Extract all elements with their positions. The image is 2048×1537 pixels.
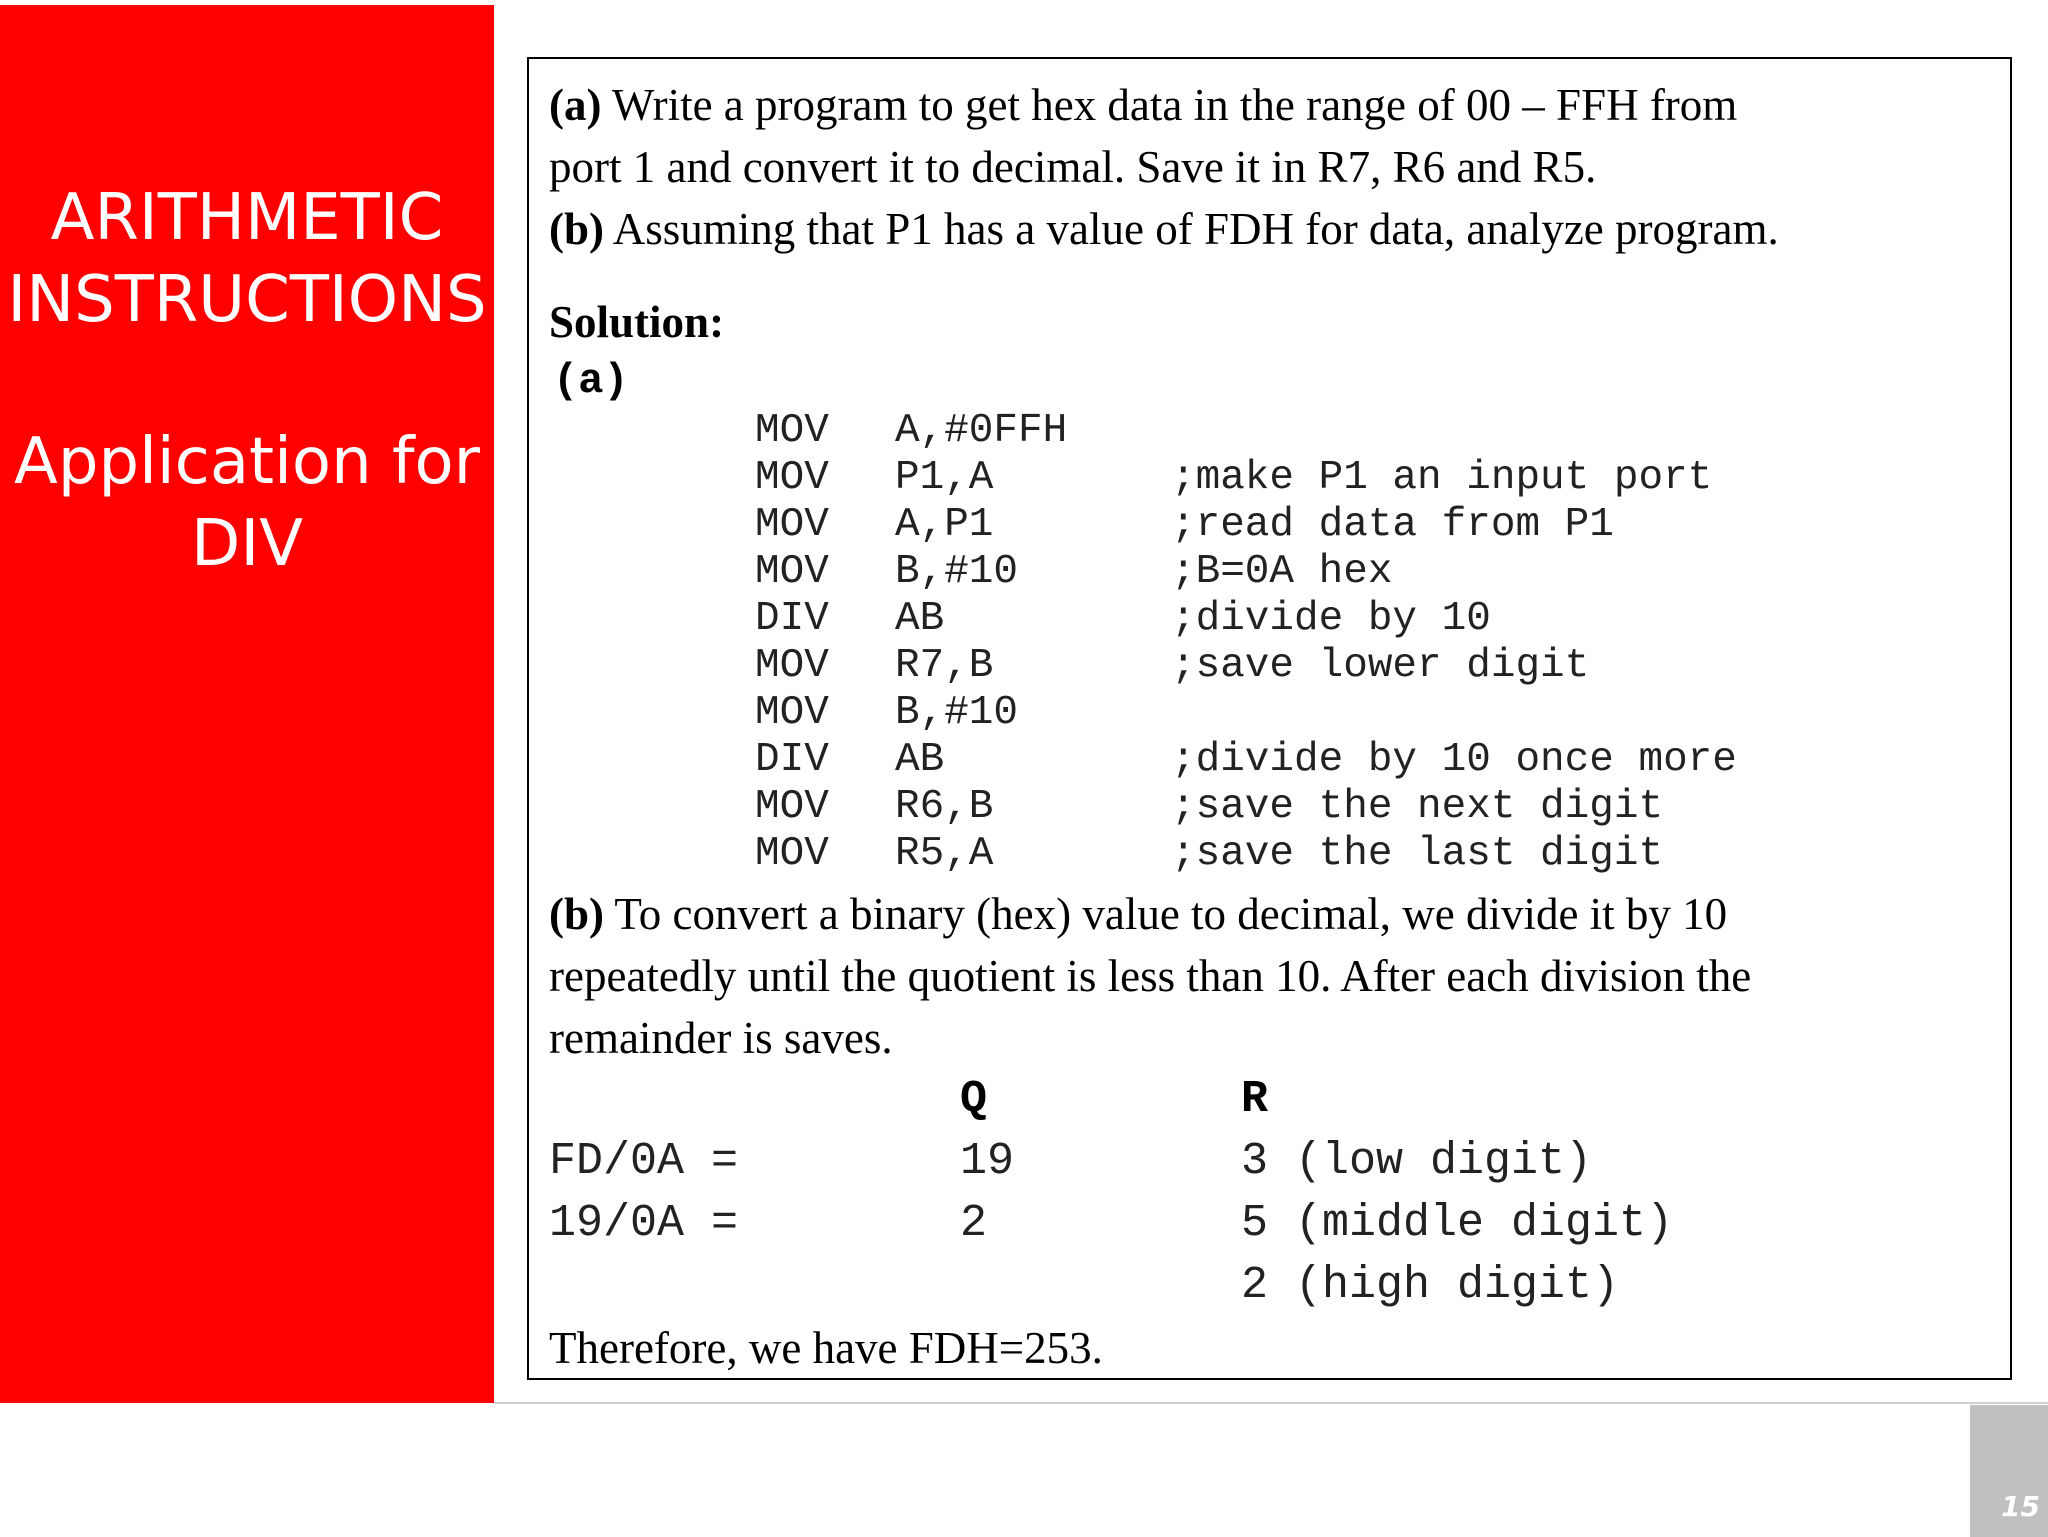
code-opcode: DIV: [755, 596, 829, 642]
section-title-line1: ARITHMETIC: [50, 181, 444, 255]
part-b-line3: remainder is saves.: [549, 1013, 893, 1063]
problem-a-text: Write a program to get hex data in the range of 00 – FFH from: [601, 80, 1738, 130]
code-opcode: MOV: [755, 643, 829, 689]
topic-title-line1: Application for: [14, 425, 480, 499]
code-operand: A,P1: [895, 502, 994, 548]
part-b-line1: [549, 883, 1727, 945]
code-operand: R6,B: [895, 784, 994, 830]
code-opcode: MOV: [755, 831, 829, 877]
division-remainder: 5 (middle digit): [1241, 1198, 1674, 1249]
conclusion: Therefore, we have FDH=253.: [549, 1323, 1103, 1373]
problem-b-line: [549, 198, 1779, 260]
code-comment: ;divide by 10 once more: [1171, 737, 1737, 783]
code-operand: P1,A: [895, 455, 994, 501]
code-line: [529, 737, 1929, 784]
code-opcode: MOV: [755, 784, 829, 830]
problem-a-line1: [549, 74, 1737, 136]
code-operand: R5,A: [895, 831, 994, 877]
code-line: [529, 643, 1929, 690]
sidebar-underline-gap: [0, 1403, 494, 1405]
code-operand: AB: [895, 596, 945, 642]
part-b-label: (b): [549, 889, 604, 939]
code-operand: AB: [895, 737, 945, 783]
division-remainder: 2 (high digit): [1241, 1260, 1620, 1311]
code-comment: ;save the last digit: [1171, 831, 1664, 877]
code-line: [529, 831, 1929, 878]
topic-title: [0, 421, 494, 585]
division-quotient: 19: [960, 1136, 1015, 1187]
code-line: [529, 690, 1929, 737]
division-table-header-q: Q: [960, 1074, 988, 1125]
division-expression: 19/0A =: [549, 1198, 739, 1249]
division-quotient: 2: [960, 1198, 988, 1249]
code-line: [529, 596, 1929, 643]
solution-part-a-label: (a): [553, 357, 629, 405]
division-table-header-r: R: [1241, 1074, 1269, 1125]
code-line: [529, 455, 1929, 502]
code-operand: A,#0FFH: [895, 408, 1068, 454]
page-number-badge: [1970, 1405, 2048, 1537]
code-line: [529, 502, 1929, 549]
code-operand: B,#10: [895, 549, 1019, 595]
section-title: [0, 177, 494, 341]
footer-rule: [494, 1402, 2048, 1404]
division-expression: FD/0A =: [549, 1136, 739, 1187]
code-opcode: MOV: [755, 408, 829, 454]
part-b-text: To convert a binary (hex) value to decimal, we divide it by 10: [604, 889, 1728, 939]
problem-a-label: (a): [549, 80, 602, 130]
code-comment: ;make P1 an input port: [1171, 455, 1713, 501]
code-line: [529, 408, 1929, 455]
section-title-line2: INSTRUCTIONS: [7, 263, 487, 337]
problem-a-line2: port 1 and convert it to decimal. Save it in R7, R6 and R5.: [549, 142, 1597, 192]
code-operand: R7,B: [895, 643, 994, 689]
code-opcode: MOV: [755, 549, 829, 595]
code-comment: ;save the next digit: [1171, 784, 1664, 830]
content-box: [527, 57, 2012, 1380]
problem-b-text: Assuming that P1 has a value of FDH for data, analyze program.: [604, 204, 1779, 254]
code-comment: ;B=0A hex: [1171, 549, 1393, 595]
code-operand: B,#10: [895, 690, 1019, 736]
solution-heading: Solution:: [549, 297, 725, 347]
code-comment: ;read data from P1: [1171, 502, 1614, 548]
sidebar: [0, 5, 494, 1400]
code-comment: ;save lower digit: [1171, 643, 1590, 689]
code-opcode: MOV: [755, 690, 829, 736]
code-line: [529, 549, 1929, 596]
topic-title-line2: DIV: [191, 507, 303, 581]
page-number: 15: [2001, 1490, 2040, 1523]
part-b-line2: repeatedly until the quotient is less than 10. After each division the: [549, 951, 1752, 1001]
problem-b-label: (b): [549, 204, 604, 254]
code-opcode: MOV: [755, 502, 829, 548]
code-comment: ;divide by 10: [1171, 596, 1491, 642]
code-opcode: MOV: [755, 455, 829, 501]
code-line: [529, 784, 1929, 831]
code-opcode: DIV: [755, 737, 829, 783]
division-remainder: 3 (low digit): [1241, 1136, 1593, 1187]
